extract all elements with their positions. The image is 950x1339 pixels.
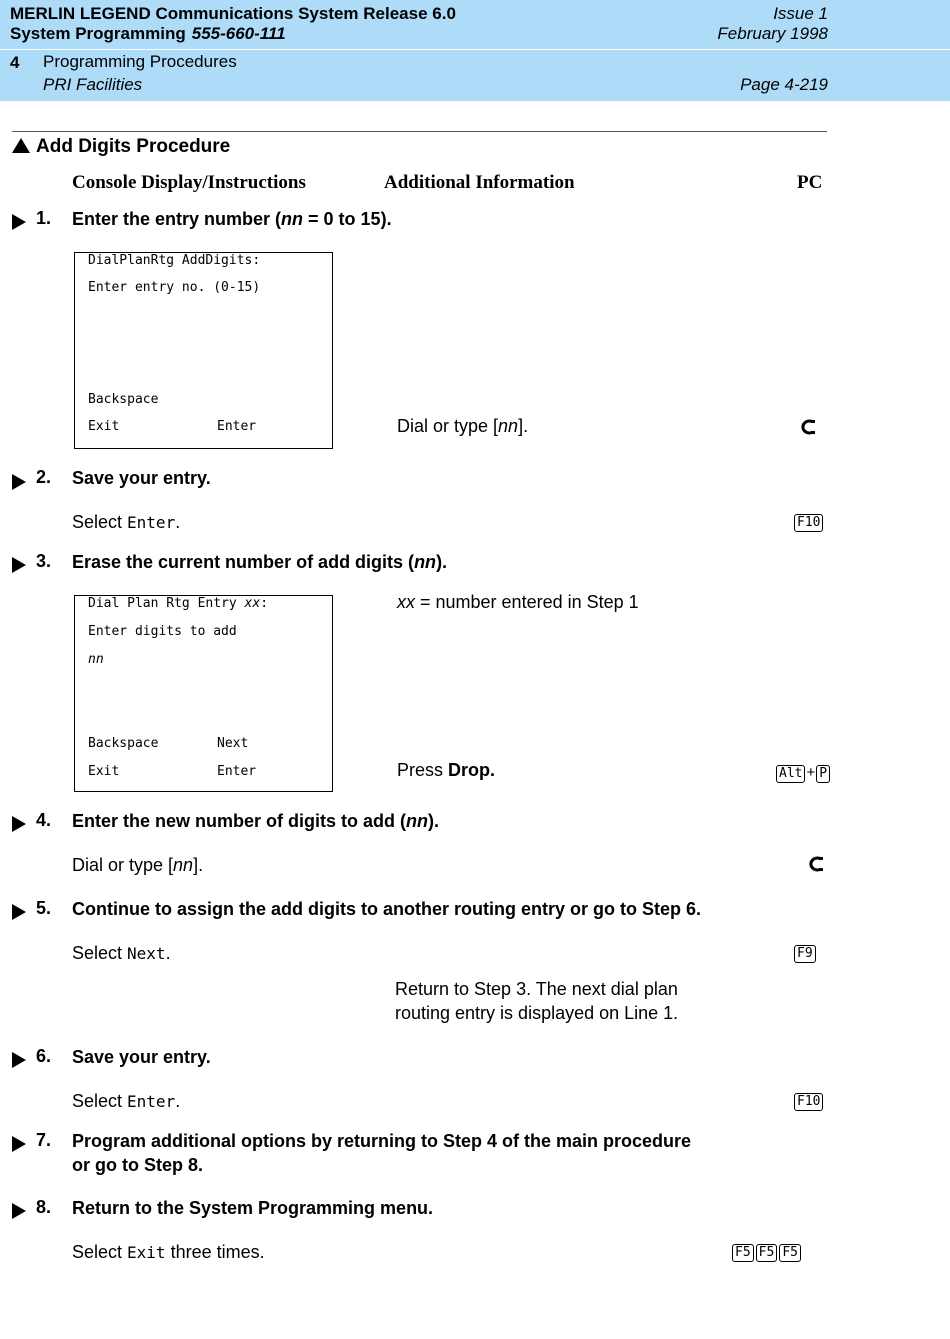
step-3-var: nn: [414, 552, 437, 572]
step-1-post: = 0 to 15).: [303, 209, 392, 229]
dial-post: ].: [518, 416, 529, 436]
step-arrow-icon: [12, 474, 26, 490]
step-4-text: [72, 809, 439, 833]
step-number: 4.: [36, 810, 52, 830]
exit-command: Exit: [127, 1243, 166, 1262]
step-number: 1.: [36, 208, 52, 228]
select-next: [72, 941, 171, 966]
chapter-title: Programming Procedures: [43, 52, 237, 71]
phone-handset-icon: [808, 856, 824, 872]
key-f9: [794, 944, 816, 963]
key-f10: [794, 1092, 823, 1111]
press-label: Press: [397, 760, 449, 780]
select-label: Select: [72, 943, 128, 963]
screen2-line1-var: xx: [244, 596, 261, 611]
select-exit: [72, 1240, 265, 1265]
screen-line: nn: [88, 652, 104, 667]
dial-var: nn: [173, 855, 194, 875]
header-doc-number: 555-660-111: [191, 24, 286, 43]
header-date: February 1998: [717, 24, 828, 43]
key-f10-label: F10: [794, 1093, 823, 1111]
header-subtitle-text: System Programming: [10, 24, 186, 43]
key-f10: [794, 513, 823, 532]
period: .: [175, 512, 181, 532]
step-2-text: Save your entry.: [72, 468, 211, 488]
step-6-text: Save your entry.: [72, 1047, 211, 1067]
step-arrow-icon: [12, 904, 26, 920]
dial-pre: Dial or type [: [397, 416, 499, 436]
step-3-text: [72, 550, 447, 574]
screen-softkey-backspace: Backspace: [88, 392, 159, 407]
key-alt-label: Alt: [776, 765, 805, 783]
enter-command: Enter: [127, 513, 176, 532]
period: .: [165, 943, 171, 963]
next-command: Next: [127, 944, 166, 963]
column-console: Console Display/Instructions: [72, 172, 306, 193]
screen-softkey-backspace: Backspace: [88, 736, 159, 751]
screen-softkey-exit: Exit: [88, 764, 120, 779]
header-subtitle: [10, 24, 286, 44]
step-1-pre: Enter the entry number (: [72, 209, 282, 229]
step-4-var: nn: [406, 811, 429, 831]
header-title: MERLIN LEGEND Communications System Release 6.0: [10, 4, 456, 23]
step-4-post: ).: [428, 811, 440, 831]
screen-softkey-enter: Enter: [217, 764, 257, 779]
step-1-var: nn: [281, 209, 304, 229]
screen-softkey-next: Next: [217, 736, 249, 751]
title-rule: [12, 131, 827, 132]
info-xx-note: [397, 590, 639, 614]
three-times: three times.: [165, 1242, 265, 1262]
screen-line: Enter digits to add: [88, 624, 237, 639]
procedure-title: [12, 136, 230, 158]
drop-label: Drop.: [448, 760, 496, 780]
step-arrow-icon: [12, 557, 26, 573]
chapter-number: 4: [10, 53, 20, 72]
key-f5-sequence: [732, 1243, 801, 1262]
dial-post: ].: [193, 855, 204, 875]
step-3-pre: Erase the current number of add digits (: [72, 552, 415, 572]
screen-line: DialPlanRtg AddDigits:: [88, 253, 261, 268]
key-p-label: P: [816, 765, 830, 783]
select-label: Select: [72, 1091, 128, 1111]
column-info: Additional Information: [384, 172, 575, 193]
step-number: 3.: [36, 551, 52, 571]
select-enter-2: [72, 1089, 180, 1114]
step-1-text: [72, 207, 392, 231]
step-3-post: ).: [436, 552, 448, 572]
info-return-note-2: routing entry is displayed on Line 1.: [395, 1003, 679, 1023]
step-4-pre: Enter the new number of digits to add (: [72, 811, 407, 831]
key-f10-label: F10: [794, 514, 823, 532]
step-8-text: Return to the System Programming menu.: [72, 1198, 434, 1218]
key-f5-label: F5: [756, 1244, 778, 1262]
key-alt-p: [776, 764, 830, 783]
key-f5-label: F5: [779, 1244, 801, 1262]
key-f9-label: F9: [794, 945, 816, 963]
step-arrow-icon: [12, 1203, 26, 1219]
console-screen-1: [74, 252, 333, 449]
section-title: PRI Facilities: [43, 75, 143, 94]
column-pc: PC: [797, 172, 823, 193]
step-arrow-icon: [12, 816, 26, 832]
select-label: Select: [72, 512, 128, 532]
period: .: [175, 1091, 181, 1111]
info-return-note-1: Return to Step 3. The next dial plan: [395, 979, 678, 999]
console-screen-2: [74, 595, 333, 792]
header-issue: Issue 1: [773, 4, 828, 23]
screen2-line1-pre: Dial Plan Rtg Entry: [88, 596, 245, 611]
info-press-drop: [397, 758, 495, 782]
screen2-line1-post: :: [260, 596, 269, 611]
screen-line: [88, 596, 268, 611]
step-number: 5.: [36, 898, 52, 918]
page-number: Page 4-219: [740, 75, 828, 94]
xx-var: xx: [397, 592, 415, 612]
key-f5-label: F5: [732, 1244, 754, 1262]
step-7-text-line2: or go to Step 8.: [72, 1155, 204, 1175]
step-arrow-icon: [12, 1136, 26, 1152]
procedure-title-text: Add Digits Procedure: [36, 136, 231, 157]
select-label: Select: [72, 1242, 128, 1262]
triangle-up-icon: [12, 138, 30, 153]
step-arrow-icon: [12, 1052, 26, 1068]
select-enter-1: [72, 510, 180, 535]
dial-var: nn: [498, 416, 519, 436]
screen-softkey-exit: Exit: [88, 419, 120, 434]
enter-command: Enter: [127, 1092, 176, 1111]
screen-line: Enter entry no. (0-15): [88, 280, 261, 295]
header-divider: [0, 49, 950, 50]
screen-softkey-enter: Enter: [217, 419, 257, 434]
phone-handset-icon: [800, 419, 816, 435]
step-number: 2.: [36, 467, 52, 487]
xx-note: = number entered in Step 1: [415, 592, 639, 612]
step-number: 6.: [36, 1046, 52, 1066]
step-5-text: Continue to assign the add digits to another routing entry or go to Step 6.: [72, 899, 701, 919]
step-7-text-line1: Program additional options by returning to Step 4 of the main procedure: [72, 1131, 692, 1151]
info-dial-2: [72, 853, 203, 877]
step-arrow-icon: [12, 214, 26, 230]
info-dial-1: [397, 414, 528, 438]
plus-sign: +: [806, 764, 816, 781]
dial-pre: Dial or type [: [72, 855, 174, 875]
step-number: 8.: [36, 1197, 52, 1217]
step-number: 7.: [36, 1130, 52, 1150]
